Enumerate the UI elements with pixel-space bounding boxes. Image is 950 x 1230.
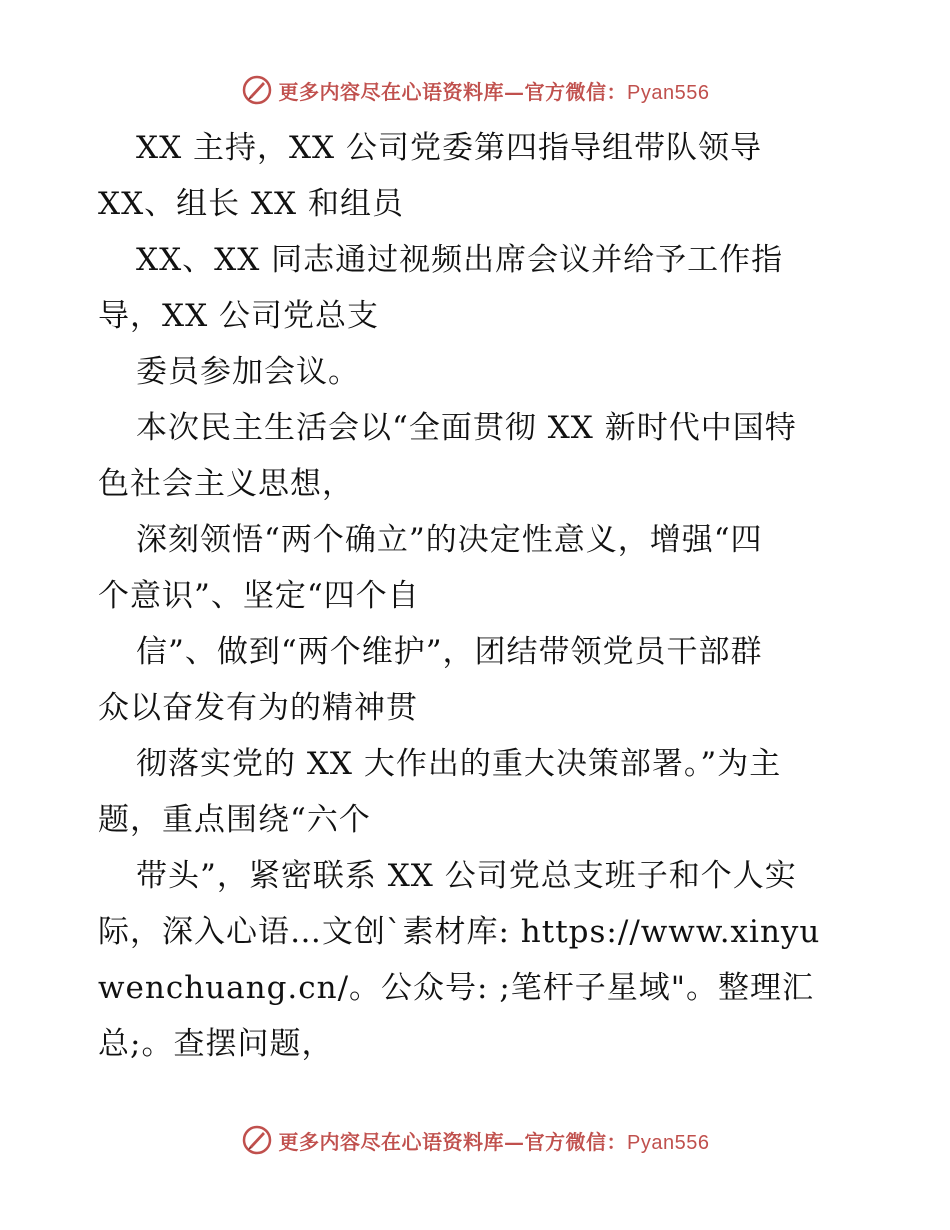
text-line: XX、XX 同志通过视频出席会议并给予工作指 [136,242,784,278]
watermark-text: 更多内容尽在心语资料库—官方微信：Pyan556 [278,79,710,104]
footer-watermark [0,1120,950,1160]
text-line: 深刻领悟“两个确立”的决定性意义，增强“四 [136,522,763,558]
text-line: 个意识”、坚定“四个自 [98,578,420,614]
text-line: 彻落实党的 XX 大作出的重大决策部署。”为主 [136,746,782,782]
text-line: 带头”，紧密联系 XX 公司党总支班子和个人实 [136,858,797,894]
quill-logo-icon [241,1124,273,1156]
text-line: wenchuang.cn/。公众号: ;笔杆子星域"。整理汇 [98,970,815,1006]
text-line: 本次民主生活会以“全面贯彻 XX 新时代中国特 [136,410,797,446]
header-watermark [0,70,950,110]
text-line: 际，深入心语…文创`素材库: https://www.xinyu [98,914,821,950]
text-line: 委员参加会议。 [136,354,360,390]
text-line: 导，XX 公司党总支 [98,298,379,334]
text-line: 色社会主义思想， [98,466,354,502]
text-line: 众以奋发有为的精神贯 [98,690,418,726]
text-line: 信”、做到“两个维护”，团结带领党员干部群 [136,634,763,670]
quill-logo-icon [241,74,273,106]
text-line: XX、组长 XX 和组员 [98,186,404,222]
text-line: XX 主持，XX 公司党委第四指导组带队领导 [136,130,762,166]
watermark-text: 更多内容尽在心语资料库—官方微信：Pyan556 [278,1129,710,1154]
document-body [98,120,858,1072]
text-line: 题，重点围绕“六个 [98,802,371,838]
text-line: 总;。查摆问题， [98,1026,334,1062]
